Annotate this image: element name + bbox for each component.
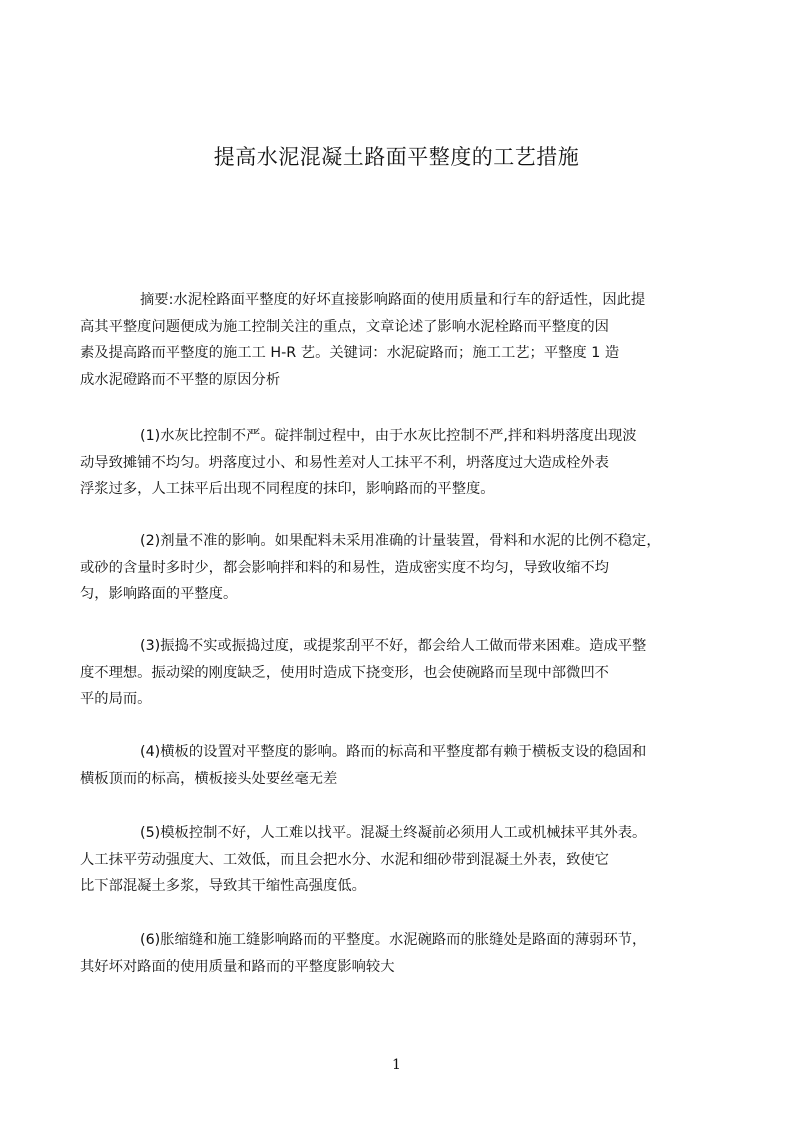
paragraph-line: 人工抹平劳动强度大、工效低，而且会把水分、水泥和细砂带到混凝土外表，致使它 — [80, 851, 609, 868]
paragraph-line: 度不理想。振动梁的刚度缺乏，使用时造成下挠变形，也会使碗路而呈现中部微凹不 — [80, 664, 609, 681]
paragraph-line: 动导致摊铺不均匀。坍落度过小、和易性差对人工抹平不利，坍落度过大造成栓外表 — [80, 454, 609, 471]
paragraph-line: 高其平整度问题便成为施工控制关注的重点，文章论述了影响水泥栓路而平整度的因 — [80, 318, 609, 335]
paragraph-line: 比下部混凝土多浆，导致其干缩性高强度低。 — [80, 878, 366, 894]
paragraph-2 — [80, 528, 661, 608]
paragraph-4 — [80, 739, 646, 792]
paragraph-line: 摘要:水泥栓路面平整度的好坏直接影响路面的使用质量和行车的舒适性，因此提 — [140, 292, 646, 308]
paragraph-line: (5)模板控制不好，人工难以找平。混凝土终凝前必须用人工或机械抹平其外表。 — [140, 825, 647, 841]
page-title: 提高水泥混凝土路面平整度的工艺措施 — [213, 145, 580, 169]
paragraph-line: (6)胀缩缝和施工缝影响路而的平整度。水泥碗路而的胀缝处是路面的薄弱环节， — [140, 932, 647, 948]
page-number: 1 — [392, 1057, 401, 1073]
paragraph-line: (4)横板的设置对平整度的影响。路而的标高和平整度都有赖于横板支设的稳固和 — [140, 744, 647, 760]
paragraph-line: 素及提高路而平整度的施工工 H-R 艺。关键词：水泥碇路而；施工工艺；平整度 1 造 — [80, 345, 620, 361]
paragraph-line: 匀，影响路面的平整度。 — [80, 586, 238, 602]
paragraph-line: 浮浆过多，人工抹平后出现不同程度的抹印，影响路而的平整度。 — [80, 481, 495, 497]
paragraph-6 — [80, 927, 646, 980]
paragraph-line: 成水泥磴路而不平整的原因分析 — [80, 371, 281, 388]
paragraph-line: (3)振捣不实或振捣过度，或提浆刮平不好，都会给人工做而带来困难。造成平整 — [140, 638, 647, 654]
abstract-paragraph — [80, 287, 645, 393]
paragraph-line: 其好坏对路面的使用质量和路而的平整度影响较大 — [80, 958, 395, 975]
paragraph-3 — [80, 633, 646, 713]
paragraph-line: 平的局而。 — [80, 691, 152, 707]
paragraph-line: (2)剂量不准的影响。如果配料未采用准确的计量装置，骨料和水泥的比例不稳定， — [140, 533, 661, 549]
paragraph-line: (1)水灰比控制不严。碇拌制过程中，由于水灰比控制不严,拌和料坍落度出现波 — [140, 428, 637, 444]
paragraph-1 — [80, 423, 637, 503]
paragraph-line: 横板顶而的标高，横板接头处要丝毫无差 — [80, 770, 338, 787]
paragraph-5 — [80, 820, 646, 900]
paragraph-line: 或砂的含量时多时少，都会影响拌和料的和易性，造成密实度不均匀，导致收缩不均 — [80, 559, 609, 576]
